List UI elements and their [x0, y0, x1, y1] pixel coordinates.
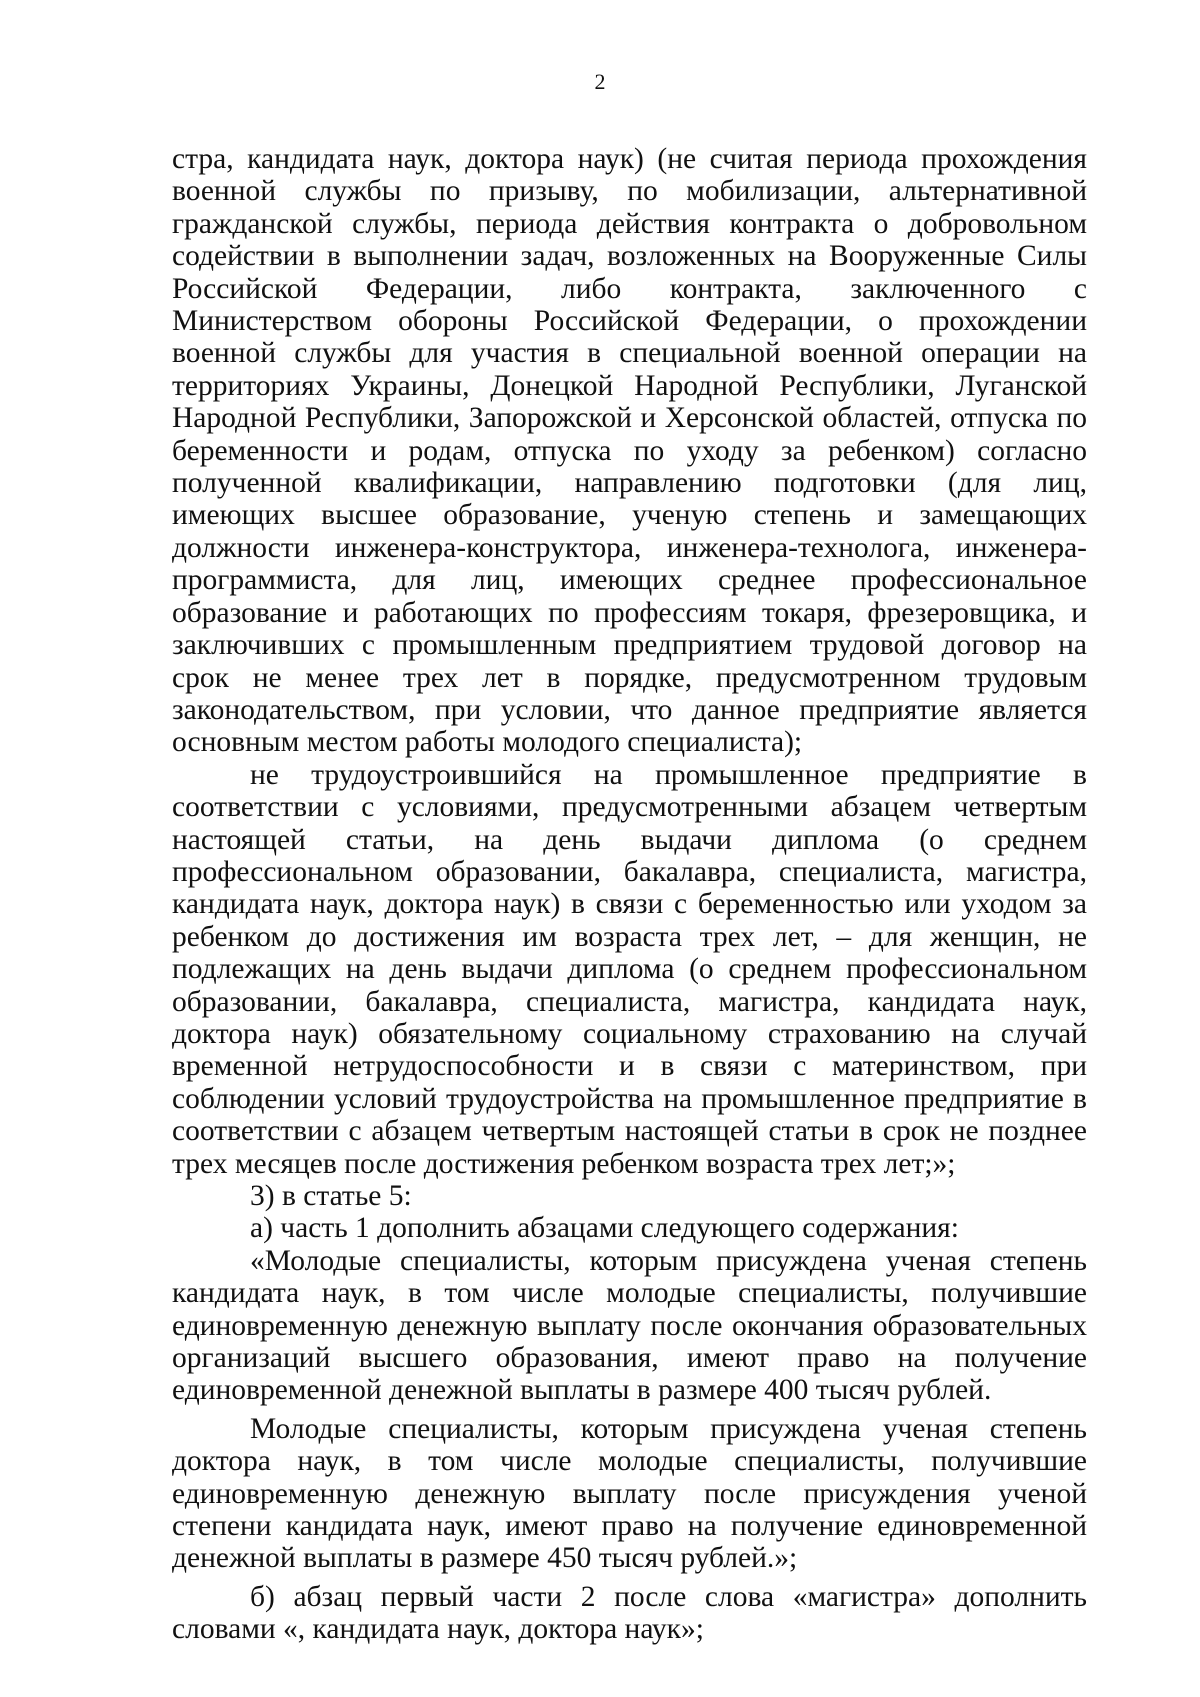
- paragraph-doctor-payment: Молодые специалисты, которым присуждена ученая степень доктора наук, в том числе молодые специалисты, получившие единовременную денежную выплату после присуждения ученой степени кандидата наук, имеют право на получение единовременной денежной выплаты в размере 450 тысяч рублей.»;: [172, 1412, 1087, 1575]
- paragraph-article-5: 3) в статье 5:: [250, 1180, 412, 1212]
- document-body: [172, 143, 1087, 1646]
- page-number: 2: [594, 69, 606, 94]
- paragraph-candidate-payment: «Молодые специалисты, которым присуждена ученая степень кандидата наук, в том числе молодые специалисты, получившие единовременную денежную выплату после окончания образовательных организаций высшего образования, имеют право на получение единовременной денежной выплаты в размере 400 тысяч рублей.: [172, 1244, 1087, 1407]
- paragraph-continuation: стра, кандидата наук, доктора наук) (не считая периода прохождения военной службы по призыву, по мобилизации, альтернативной гражданской службы, периода действия контракта о добровольном содействии в выполнении задач, возложенных на Вооруженные Силы Российской Федерации, либо контракта, заключенного с Министерством обороны Российской Федерации, о прохождении военной службы для участия в специальной военной операции на территориях Украины, Донецкой Народной Республики, Луганской Народной Республики, Запорожской и Херсонской областей, отпуска по беременности и родам, отпуска по уходу за ребенком) согласно полученной квалификации, направлению подготовки (для лиц, имеющих высшее образование, ученую степень и замещающих должности инженера-конструктора, инженера-технолога, инженера-программиста, для лиц, имеющих среднее профессиональное образование и работающих по профессиям токаря, фрезеровщика, и заключивших с промышленным предприятием трудовой договор на срок не менее трех лет в порядке, предусмотренном трудовым законодательством, при условии, что данное предприятие является основным местом работы молодого специалиста);: [172, 143, 1087, 759]
- paragraph-part-2-amendment: б) абзац первый части 2 после слова «магистра» дополнить словами «, кандидата наук, доктора наук»;: [172, 1580, 1087, 1646]
- paragraph-part-1-amendment: а) часть 1 дополнить абзацами следующего содержания:: [250, 1212, 959, 1245]
- paragraph-not-employed: не трудоустроившийся на промышленное предприятие в соответствии с условиями, предусмотренными абзацем четвертым настоящей статьи, на день выдачи диплома (о среднем профессиональном образовании, бакалавра, специалиста, магистра, кандидата наук, доктора наук) в связи с беременностью или уходом за ребенком до достижения им возраста трех лет, – для женщин, не подлежащих на день выдачи диплома (о среднем профессиональном образовании, бакалавра, специалиста, магистра, кандидата наук, доктора наук) обязательному социальному страхованию на случай временной нетрудоспособности и в связи с материнством, при соблюдении условий трудоустройства на промышленное предприятие в соответствии с абзацем четвертым настоящей статьи в срок не позднее трех месяцев после достижения ребенком возраста трех лет;»;: [172, 758, 1087, 1180]
